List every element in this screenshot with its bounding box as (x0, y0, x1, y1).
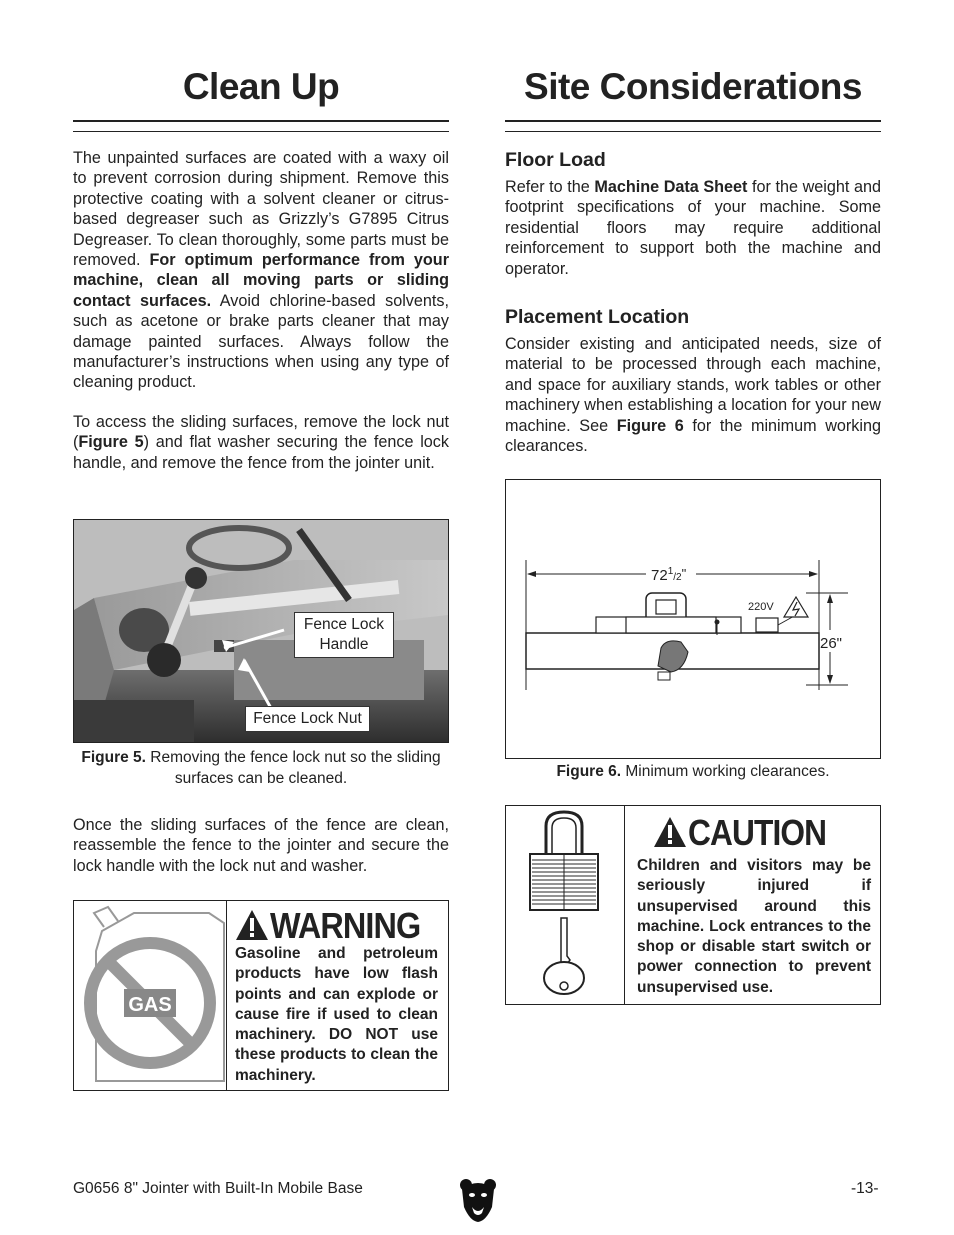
placement-location-heading: Placement Location (505, 306, 690, 328)
floor-load-paragraph (505, 177, 881, 279)
site-considerations-title: Site Considerations (524, 66, 862, 107)
placement-text-end: for the minimum working clearances. (505, 416, 881, 456)
padlock-key-icon (506, 806, 624, 1004)
p1-text-end: Avoid chlorine-based solvents, such as acetone or brake parts cleaner that may damage painted surfaces. Always follow the manufacturer’s instructions when using any type of cleaning product. (73, 291, 449, 392)
figure-5-caption-text: Removing the fence lock nut so the sliding surfaces can be cleaned. (145, 749, 441, 787)
width-unit: " (681, 566, 687, 581)
figure-5-ref: Figure 5 (78, 433, 144, 452)
width-denominator: 2 (676, 572, 682, 583)
grizzly-bear-logo (458, 1175, 498, 1223)
clean-up-paragraph-1 (73, 148, 449, 393)
figure-5-label: Figure 5. (81, 749, 146, 766)
warning-text: Gasoline and petroleum products have low flash points and can explode or cause fire if used to clean machinery. DO NOT use these products to clean the machinery. (235, 945, 438, 1084)
caution-box (505, 805, 881, 1005)
caution-icon-panel (506, 806, 625, 1004)
voltage-label: 220V (748, 601, 774, 613)
figure-5-caption (73, 748, 449, 789)
caution-heading-text: CAUTION (688, 812, 827, 853)
figure-6-caption (505, 762, 881, 783)
caution-heading (652, 812, 878, 852)
clearance-diagram (506, 480, 880, 758)
figure-6-label: Figure 6. (556, 763, 622, 780)
machine-data-sheet-ref: Machine Data Sheet (594, 178, 748, 196)
p1-bold-text: For optimum performance from your machine, clean all moving parts or sliding contact surfaces. (73, 251, 449, 310)
clean-up-column (73, 0, 449, 1235)
floor-load-text-end: for the weight and footprint specifications of your machine. Some residential floors may require additional reinforcement to support both the machine and operator. (505, 178, 881, 278)
fence-lock-nut-callout: Fence Lock Nut (245, 706, 370, 732)
title-rule-thin (505, 131, 881, 132)
warning-heading-text: WARNING (270, 905, 421, 946)
placement-location-paragraph (505, 334, 881, 456)
figure-6-diagram (505, 479, 881, 759)
warning-heading (234, 905, 446, 945)
warning-box (73, 900, 449, 1091)
floor-load-heading: Floor Load (505, 149, 606, 171)
p1-text: The unpainted surfaces are coated with a waxy oil to prevent corrosion during shipment. Remove this protective coating with a solvent cleaner or citrus-based degreaser such as Grizzly’s G7895 Citrus Degreaser. To clean thoroughly, some parts must be removed. (73, 149, 449, 270)
clean-up-title: Clean Up (182, 66, 340, 107)
alert-triangle-icon (234, 908, 270, 942)
title-rule (73, 120, 449, 122)
clean-up-paragraph-2 (73, 412, 449, 473)
title-rule-thin (73, 131, 449, 132)
width-numerator: 1 (667, 566, 674, 577)
site-considerations-column (505, 0, 881, 1235)
bear-logo-icon (458, 1175, 498, 1223)
no-gas-can-icon (74, 901, 226, 1090)
clean-up-paragraph-3: Once the sliding surfaces of the fence are clean, reassemble the fence to the jointer and secure the lock handle with the lock nut and washer. (73, 816, 449, 875)
page-number: -13- (851, 1180, 879, 1197)
figure-6-caption-text: Minimum working clearances. (621, 763, 830, 780)
floor-load-text: Refer to the (505, 178, 595, 196)
placement-text: Consider existing and anticipated needs, size of material to be processed through each machine, and space for auxiliary stands, work tables or other machinery when establishing a location for your new machine. See (505, 335, 881, 435)
gas-label: GAS (128, 994, 172, 1016)
caution-text: Children and visitors may be seriously injured if unsupervised around this machine. Lock entrances to the shop or disable start switch or power connection to prevent unsupervised use. (637, 857, 871, 996)
fence-lock-handle-callout: Fence Lock Handle (294, 612, 394, 658)
title-rule (505, 120, 881, 122)
footer-model: G0656 8" Jointer with Built-In Mobile Base (73, 1180, 363, 1197)
alert-triangle-icon (652, 815, 688, 849)
warning-icon-panel (74, 901, 227, 1090)
figure-6-ref: Figure 6 (616, 416, 684, 435)
depth-label: 26" (820, 635, 843, 652)
p2-text-end: ) and flat washer securing the fence lock handle, and remove the fence from the jointer unit. (73, 433, 449, 472)
svg-text:721/2": $72^1_/2$" (651, 566, 687, 584)
width-whole: 72 (651, 567, 668, 584)
high-voltage-icon (784, 597, 808, 617)
p2-text: To access the sliding surfaces, remove the lock nut ( (73, 413, 449, 452)
